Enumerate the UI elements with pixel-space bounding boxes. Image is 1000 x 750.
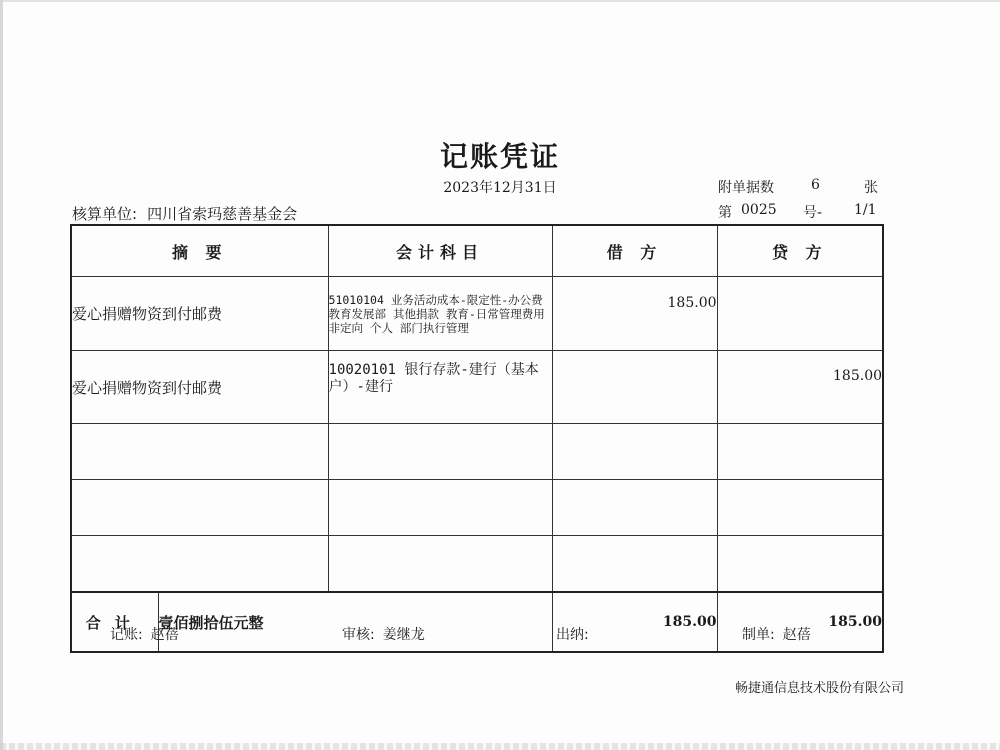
cashier-label: 出纳: [556, 627, 589, 643]
empty-cell [71, 536, 328, 593]
table-row [71, 351, 883, 424]
attachments-unit: 张 [864, 180, 878, 196]
voucher-table [70, 224, 884, 653]
software-company: 畅捷通信息技术股份有限公司 [735, 681, 905, 696]
preparer-label: 制单: [742, 627, 775, 643]
accounting-unit-label: 核算单位: [72, 205, 138, 223]
empty-cell [717, 536, 883, 593]
header-credit: 贷 方 [717, 225, 883, 277]
preparer [742, 624, 811, 644]
table-row-empty [71, 424, 883, 480]
header-account: 会计科目 [328, 225, 552, 277]
empty-cell [71, 424, 328, 480]
debit-cell [552, 351, 717, 424]
empty-cell [71, 480, 328, 536]
voucher-title: 记账凭证 [439, 140, 560, 173]
scan-edge-bottom [0, 743, 1000, 750]
cashier [556, 624, 597, 644]
reviewer [342, 624, 425, 644]
bookkeeper-name: 赵蓓 [150, 627, 179, 643]
empty-cell [552, 424, 717, 480]
reviewer-name: 姜继龙 [382, 627, 425, 643]
empty-cell [328, 536, 552, 593]
table-row-empty [71, 480, 883, 536]
empty-cell [552, 536, 717, 593]
total-label: 合计 [71, 592, 158, 652]
accounting-unit-value: 四川省索玛慈善基金会 [147, 205, 298, 223]
voucher-number-prefix: 第 [718, 205, 732, 221]
credit-cell: 185.00 [717, 351, 883, 424]
empty-cell [552, 480, 717, 536]
header-debit: 借 方 [552, 225, 717, 277]
voucher-page: 1/1 [854, 202, 877, 218]
summary-cell: 爱心捐赠物资到付邮费 [71, 351, 328, 424]
scan-edge-top [0, 0, 1000, 2]
total-debit: 185.00 [552, 592, 717, 652]
accounting-unit [72, 203, 297, 224]
bookkeeper-label: 记账: [110, 627, 143, 643]
header-summary: 摘 要 [71, 225, 328, 277]
account-cell: 51010104 业务活动成本-限定性-办公费 教育发展部 其他捐款 教育-日常管理费用 非定向 个人 部门执行管理 [328, 277, 552, 351]
scan-edge-left [0, 0, 3, 750]
summary-cell: 爱心捐赠物资到付邮费 [71, 277, 328, 351]
voucher-date: 2023年12月31日 [443, 180, 557, 196]
table-header-row [71, 225, 883, 277]
bookkeeper [110, 624, 179, 644]
empty-cell [328, 480, 552, 536]
empty-cell [328, 424, 552, 480]
total-amount-words: 壹佰捌拾伍元整 [158, 592, 552, 652]
attachments-count: 6 [811, 177, 820, 193]
table-row [71, 277, 883, 351]
reviewer-label: 审核: [342, 627, 375, 643]
voucher-number-suffix: 号- [803, 205, 823, 221]
total-credit: 185.00 [717, 592, 883, 652]
voucher-number-value: 0025 [741, 202, 777, 218]
debit-cell: 185.00 [552, 277, 717, 351]
credit-cell [717, 277, 883, 351]
preparer-name: 赵蓓 [782, 627, 811, 643]
attachments-label: 附单据数 [718, 180, 774, 196]
empty-cell [717, 424, 883, 480]
account-cell: 10020101 银行存款-建行（基本户）-建行 [328, 351, 552, 424]
table-row-empty [71, 536, 883, 593]
empty-cell [717, 480, 883, 536]
